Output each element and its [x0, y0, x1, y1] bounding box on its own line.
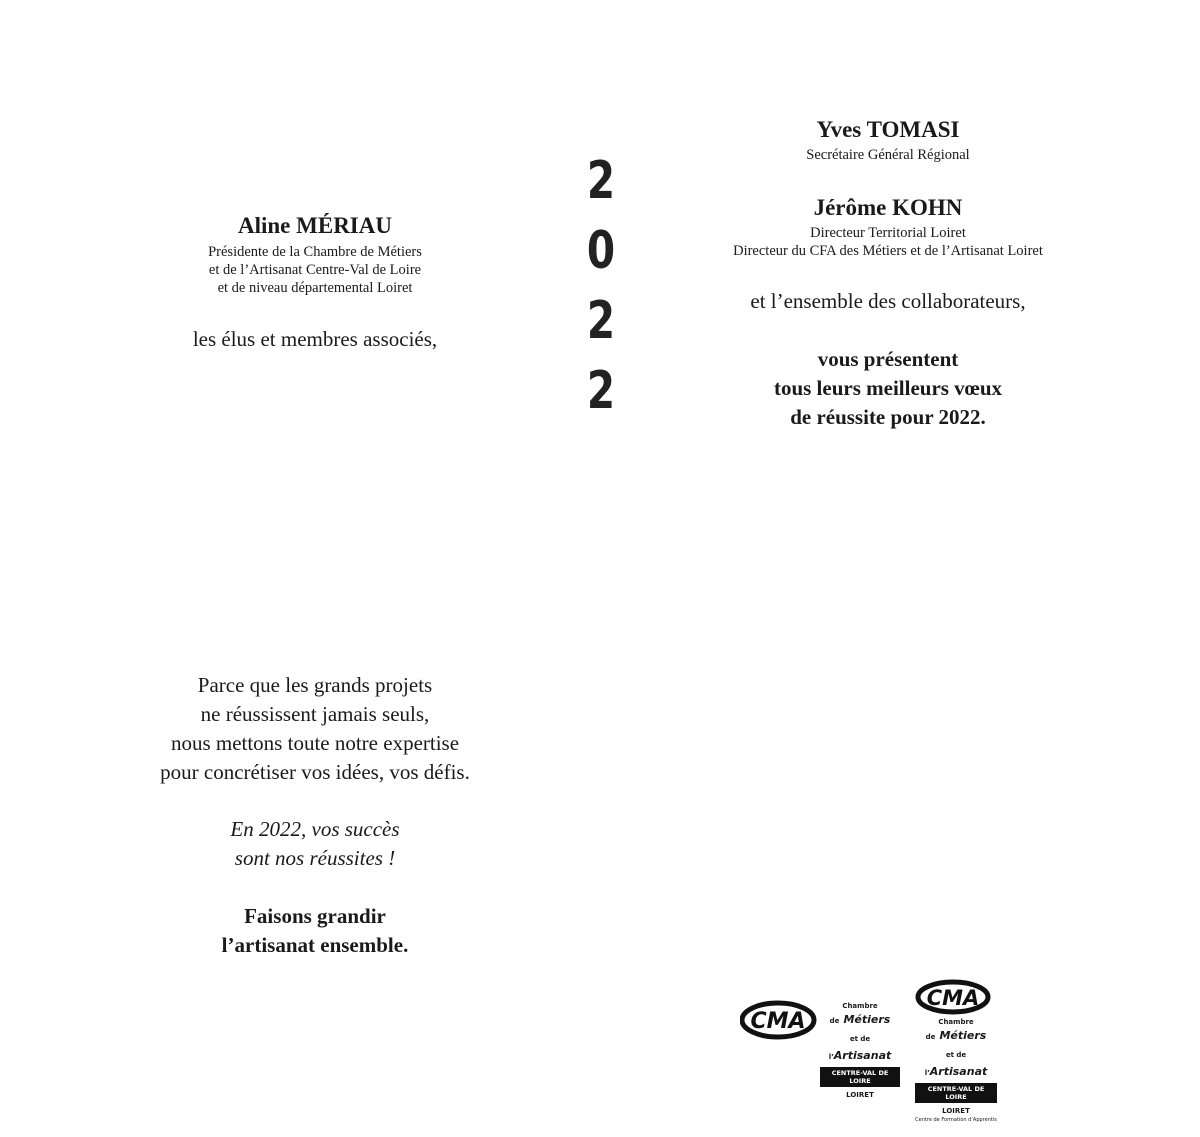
logo-line: de: [829, 1017, 840, 1025]
year-digit: 0: [586, 221, 616, 281]
cma-cfa-logo-loiret: [915, 975, 997, 1123]
logo-brand: CMA: [750, 1009, 806, 1034]
bottom-message-block: [120, 671, 510, 960]
signatory-name-kohn: Jérôme KOHN: [813, 195, 963, 220]
wishes-line: tous leurs meilleurs vœux: [773, 376, 1003, 400]
closing-line: l’artisanat ensemble.: [221, 933, 409, 957]
cma-emblem-icon: [915, 977, 993, 1017]
logo-dept: LOIRET: [846, 1091, 874, 1099]
logo-region-bar: CENTRE-VAL DE LOIRE: [820, 1067, 900, 1087]
slogan: [120, 815, 510, 873]
slogan-line: En 2022, vos succès: [230, 817, 400, 841]
paragraph-line: Parce que les grands projets: [197, 673, 433, 697]
elected-members-text: les élus et membres associés,: [192, 327, 438, 351]
closing-line: Faisons grandir: [244, 904, 386, 928]
logo-cfa-line: Centre de Formation d’Apprentis: [915, 1117, 997, 1123]
year-digit: 2: [586, 151, 616, 211]
logo-line: et de l’: [828, 1035, 871, 1061]
slogan-line: sont nos réussites !: [234, 846, 396, 870]
year-digit: 2: [586, 361, 616, 421]
wishes-line: vous présentent: [817, 347, 959, 371]
wishes-message: [688, 345, 1088, 432]
logo-line: de: [925, 1033, 936, 1041]
collaborators-text: et l’ensemble des collaborateurs,: [750, 289, 1026, 313]
logo-dept: LOIRET: [942, 1107, 970, 1115]
paragraph-line: pour concrétiser vos idées, vos défis.: [160, 760, 470, 784]
paragraph-line: nous mettons toute notre expertise: [170, 731, 460, 755]
logo-line: Métiers: [843, 1013, 891, 1026]
vertical-year: [578, 146, 624, 426]
logo-line: Artisanat: [929, 1065, 988, 1078]
left-signatory-block: [140, 212, 490, 354]
year-digit: 2: [586, 291, 616, 351]
cma-emblem-icon: [740, 998, 818, 1042]
intro-paragraph: [120, 671, 510, 787]
paragraph-line: ne réussissent jamais seuls,: [200, 702, 430, 726]
cma-logo-loiret: [740, 996, 900, 1099]
signatory-name-tomasi: Yves TOMASI: [816, 117, 960, 142]
role-line: Secrétaire Général Régional: [806, 147, 970, 163]
logo-region-bar: CENTRE-VAL DE LOIRE: [915, 1083, 997, 1103]
logo-line: Artisanat: [833, 1049, 892, 1062]
logo-line: et de l’: [924, 1051, 967, 1077]
logo-line: Chambre: [938, 1018, 974, 1026]
signatory-name-meriau: Aline MÉRIAU: [238, 213, 392, 238]
logo-line: Métiers: [939, 1029, 987, 1042]
closing: [120, 902, 510, 960]
right-signatory-block: [688, 116, 1088, 432]
logo-line: Chambre: [842, 1002, 878, 1010]
role-line: Présidente de la Chambre de Métiers: [208, 244, 422, 260]
logo-brand: CMA: [926, 986, 980, 1010]
role-line: et de niveau départemental Loiret: [217, 280, 413, 296]
wishes-line: de réussite pour 2022.: [790, 405, 986, 429]
role-line: Directeur Territorial Loiret: [810, 225, 966, 241]
role-line: Directeur du CFA des Métiers et de l’Artisanat Loiret: [733, 243, 1043, 259]
role-line: et de l’Artisanat Centre-Val de Loire: [208, 262, 422, 278]
